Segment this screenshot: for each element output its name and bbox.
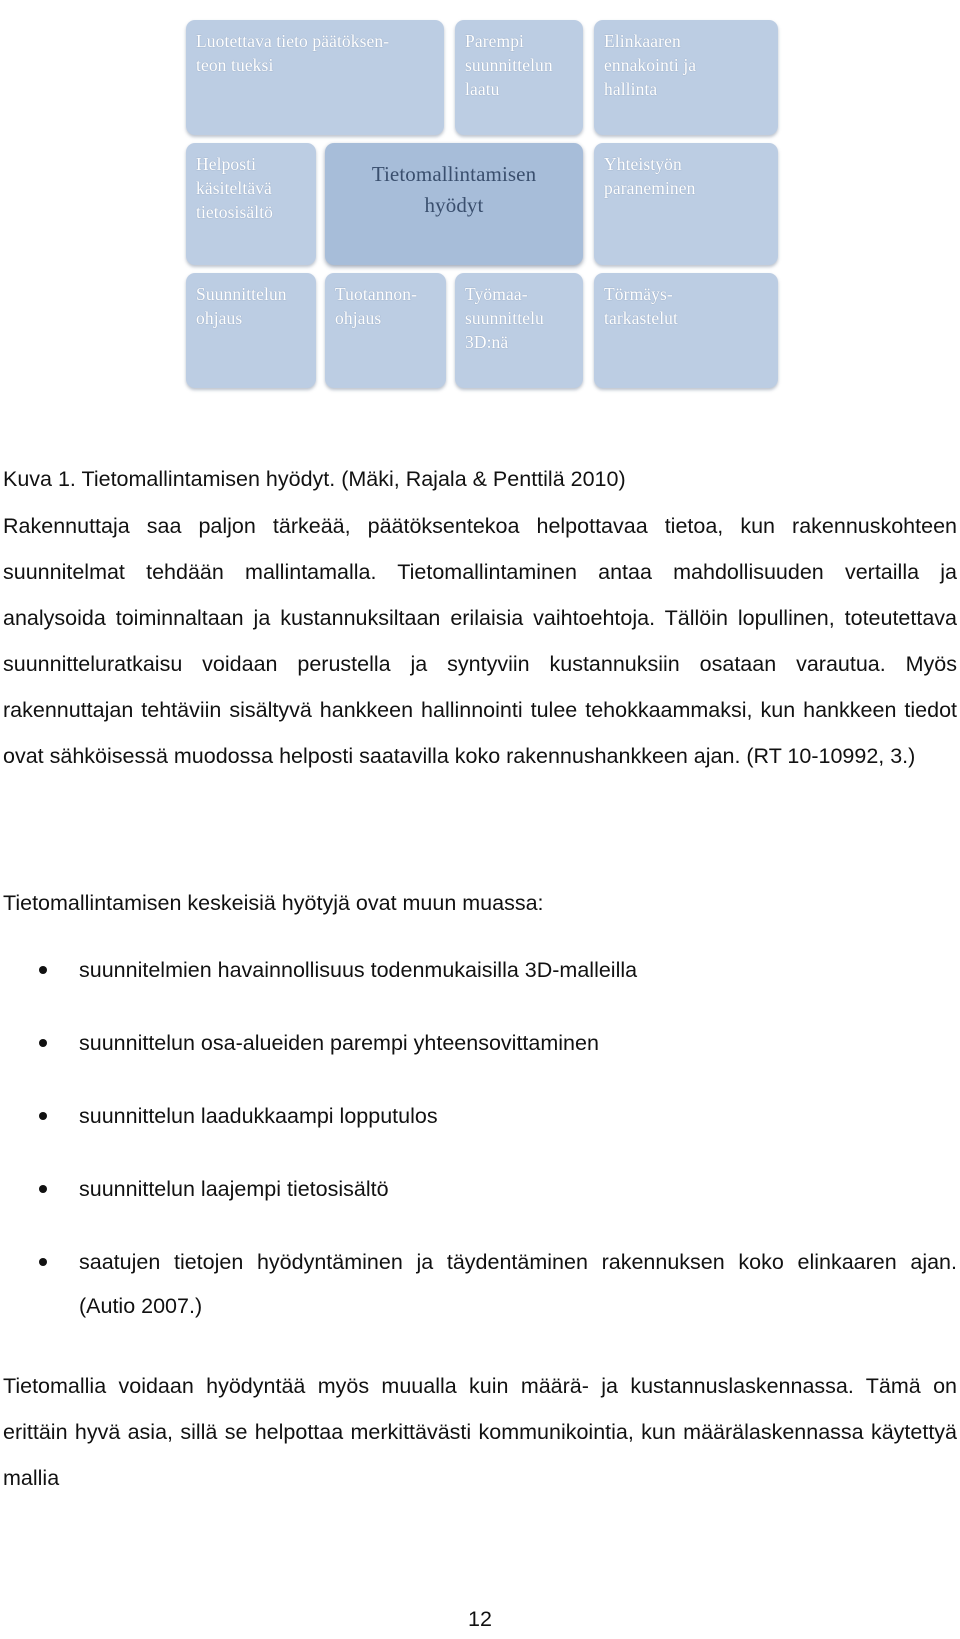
- diagram-tile-reliable-information: Luotettava tieto päätöksen- teon tueksi: [186, 20, 444, 135]
- bullet-icon: [39, 966, 47, 974]
- bullet-icon: [39, 1039, 47, 1047]
- list-item-text: saatujen tietojen hyödyntäminen ja täydentäminen rakennuksen koko elinkaaren ajan. (Autio 2007.): [79, 1250, 957, 1318]
- figure-caption: Kuva 1. Tietomallintamisen hyödyt. (Mäki, Rajala & Penttilä 2010): [3, 467, 626, 491]
- diagram-center-title: Tietomallintamisen hyödyt: [325, 143, 583, 265]
- list-item: [0, 948, 957, 992]
- list-item-text: suunnitelmien havainnollisuus todenmukaisilla 3D-malleilla: [79, 958, 638, 982]
- list-intro: Tietomallintamisen keskeisiä hyötyjä ovat muun muassa:: [3, 891, 544, 915]
- paragraph: Rakennuttaja saa paljon tärkeää, päätöksentekoa helpottavaa tietoa, kun rakennuskohteen suunnitelmat tehdään mallintamalla. Tietomallintaminen antaa mahdollisuuden vertailla ja analysoida toiminnaltaan ja kustannuksiltaan erilaisia vaihtoehtoja. Tällöin lopullinen, toteutettava suunnitteluratkaisu voidaan perustella ja syntyviin kustannuksiin osataan varautua. Myös rakennuttajan tehtäviin sisältyvä hankkeen hallinnointi tulee tehokkaammaksi, kun hankkeen tiedot ovat sähköisessä muodossa helposti saatavilla koko rakennushankkeen ajan. (RT 10-10992, 3.): [3, 514, 957, 768]
- paragraph: Tietomallia voidaan hyödyntää myös muualla kuin määrä- ja kustannuslaskennassa. Tämä on erittäin hyvä asia, sillä se helpottaa merkittävästi kommunikointia, kun määrälaskennassa käytettyä mallia: [3, 1374, 957, 1490]
- list-item: [0, 1094, 957, 1138]
- list-item-text: suunnittelun laajempi tietosisältö: [79, 1177, 389, 1201]
- benefits-list: [0, 948, 957, 1328]
- diagram-tile-site-planning: Työmaa- suunnittelu 3D:nä: [455, 273, 583, 388]
- bullet-icon: [39, 1112, 47, 1120]
- diagram-tile-design-quality: Parempi suunnittelun laatu: [455, 20, 583, 135]
- list-item: [0, 1021, 957, 1065]
- list-item: [0, 1240, 957, 1328]
- page-number: 12: [468, 1607, 492, 1631]
- list-item-text: suunnittelun osa-alueiden parempi yhteensovittaminen: [79, 1031, 599, 1055]
- bullet-icon: [39, 1258, 47, 1266]
- diagram-tile-easy-content: Helposti käsiteltävä tietosisältö: [186, 143, 316, 265]
- diagram-tile-collaboration: Yhteistyön paraneminen: [594, 143, 778, 265]
- benefits-diagram: [186, 20, 778, 388]
- diagram-tile-clash-detection: Törmäys- tarkastelut: [594, 273, 778, 388]
- diagram-tile-production-steering: Tuotannon- ohjaus: [325, 273, 446, 388]
- list-item: [0, 1167, 957, 1211]
- diagram-tile-design-steering: Suunnittelun ohjaus: [186, 273, 316, 388]
- diagram-tile-lifecycle: Elinkaaren ennakointi ja hallinta: [594, 20, 778, 135]
- list-item-text: suunnittelun laadukkaampi lopputulos: [79, 1104, 438, 1128]
- bullet-icon: [39, 1185, 47, 1193]
